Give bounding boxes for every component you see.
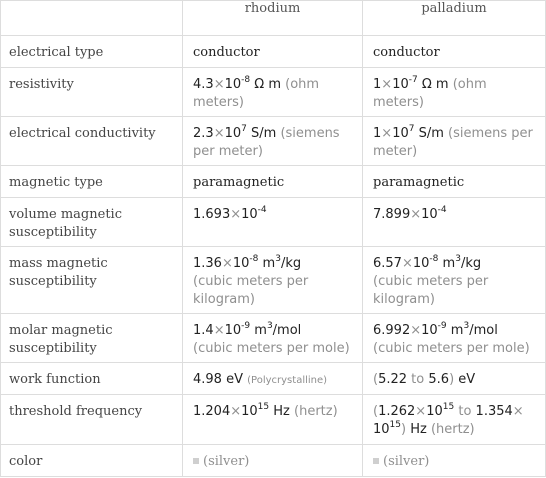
rhodium-mass-magnetic-susceptibility: $1.36\times 10^{-8}$ $m^3/kg$ (cubic meters per kilogram): [183, 247, 363, 314]
rhodium-electrical-conductivity: $2.3\times 10^7$ S/m (siemens per meter): [183, 117, 363, 166]
palladium-work-function: (5.22 to 5.6) eV: [363, 363, 546, 395]
palladium-electrical-conductivity: $1\times 10^7$ S/m (siemens per meter): [363, 117, 546, 166]
palladium-electrical-type: conductor: [363, 36, 546, 68]
row-label: volume magnetic susceptibility: [1, 198, 183, 247]
row-volume-magnetic-susceptibility: [1, 198, 546, 247]
header-empty-cell: [1, 1, 183, 36]
row-label: electrical conductivity: [1, 117, 183, 166]
row-label: magnetic type: [1, 166, 183, 198]
row-electrical-conductivity: [1, 117, 546, 166]
palladium-threshold-frequency: ($1.262\times 10^{15}$ to 1.354× $10^{15}$) Hz (hertz): [363, 395, 546, 445]
row-label: electrical type: [1, 36, 183, 68]
palladium-molar-magnetic-susceptibility: $6.992\times 10^{-9}$ $m^3$/mol (cubic meters per mole): [363, 314, 546, 363]
row-molar-magnetic-susceptibility: [1, 314, 546, 363]
rhodium-resistivity: $4.3\times 10^{-8}$ Ω m (ohm meters): [183, 68, 363, 117]
row-electrical-type: [1, 36, 546, 68]
color-swatch-icon: [373, 458, 379, 464]
palladium-resistivity: $1\times 10^{-7}$ Ω m (ohm meters): [363, 68, 546, 117]
row-magnetic-type: [1, 166, 546, 198]
rhodium-volume-magnetic-susceptibility: $1.693\times 10^{-4}$: [183, 198, 363, 247]
header-rhodium: rhodium: [183, 1, 363, 36]
header-palladium: palladium: [363, 1, 546, 36]
row-color: [1, 445, 546, 477]
palladium-mass-magnetic-susceptibility: $6.57\times 10^{-8}$ $m^3/kg$ (cubic meters per kilogram): [363, 247, 546, 314]
rhodium-electrical-type: conductor: [183, 36, 363, 68]
row-resistivity: [1, 68, 546, 117]
row-mass-magnetic-susceptibility: [1, 247, 546, 314]
rhodium-molar-magnetic-susceptibility: $1.4\times 10^{-9}$ $m^3$/mol (cubic meters per mole): [183, 314, 363, 363]
row-label: threshold frequency: [1, 395, 183, 445]
row-threshold-frequency: [1, 395, 546, 445]
row-work-function: [1, 363, 546, 395]
rhodium-work-function: 4.98 eV (Polycrystalline): [183, 363, 363, 395]
row-label: mass magnetic susceptibility: [1, 247, 183, 314]
rhodium-color: (silver): [183, 445, 363, 477]
rhodium-threshold-frequency: $1.204\times 10^{15}$ Hz (hertz): [183, 395, 363, 445]
row-label: color: [1, 445, 183, 477]
header-row: [1, 1, 546, 36]
row-label: work function: [1, 363, 183, 395]
rhodium-magnetic-type: paramagnetic: [183, 166, 363, 198]
color-swatch-icon: [193, 458, 199, 464]
palladium-volume-magnetic-susceptibility: $7.899\times 10^{-4}$: [363, 198, 546, 247]
row-label: resistivity: [1, 68, 183, 117]
row-label: molar magnetic susceptibility: [1, 314, 183, 363]
palladium-magnetic-type: paramagnetic: [363, 166, 546, 198]
palladium-color: (silver): [363, 445, 546, 477]
